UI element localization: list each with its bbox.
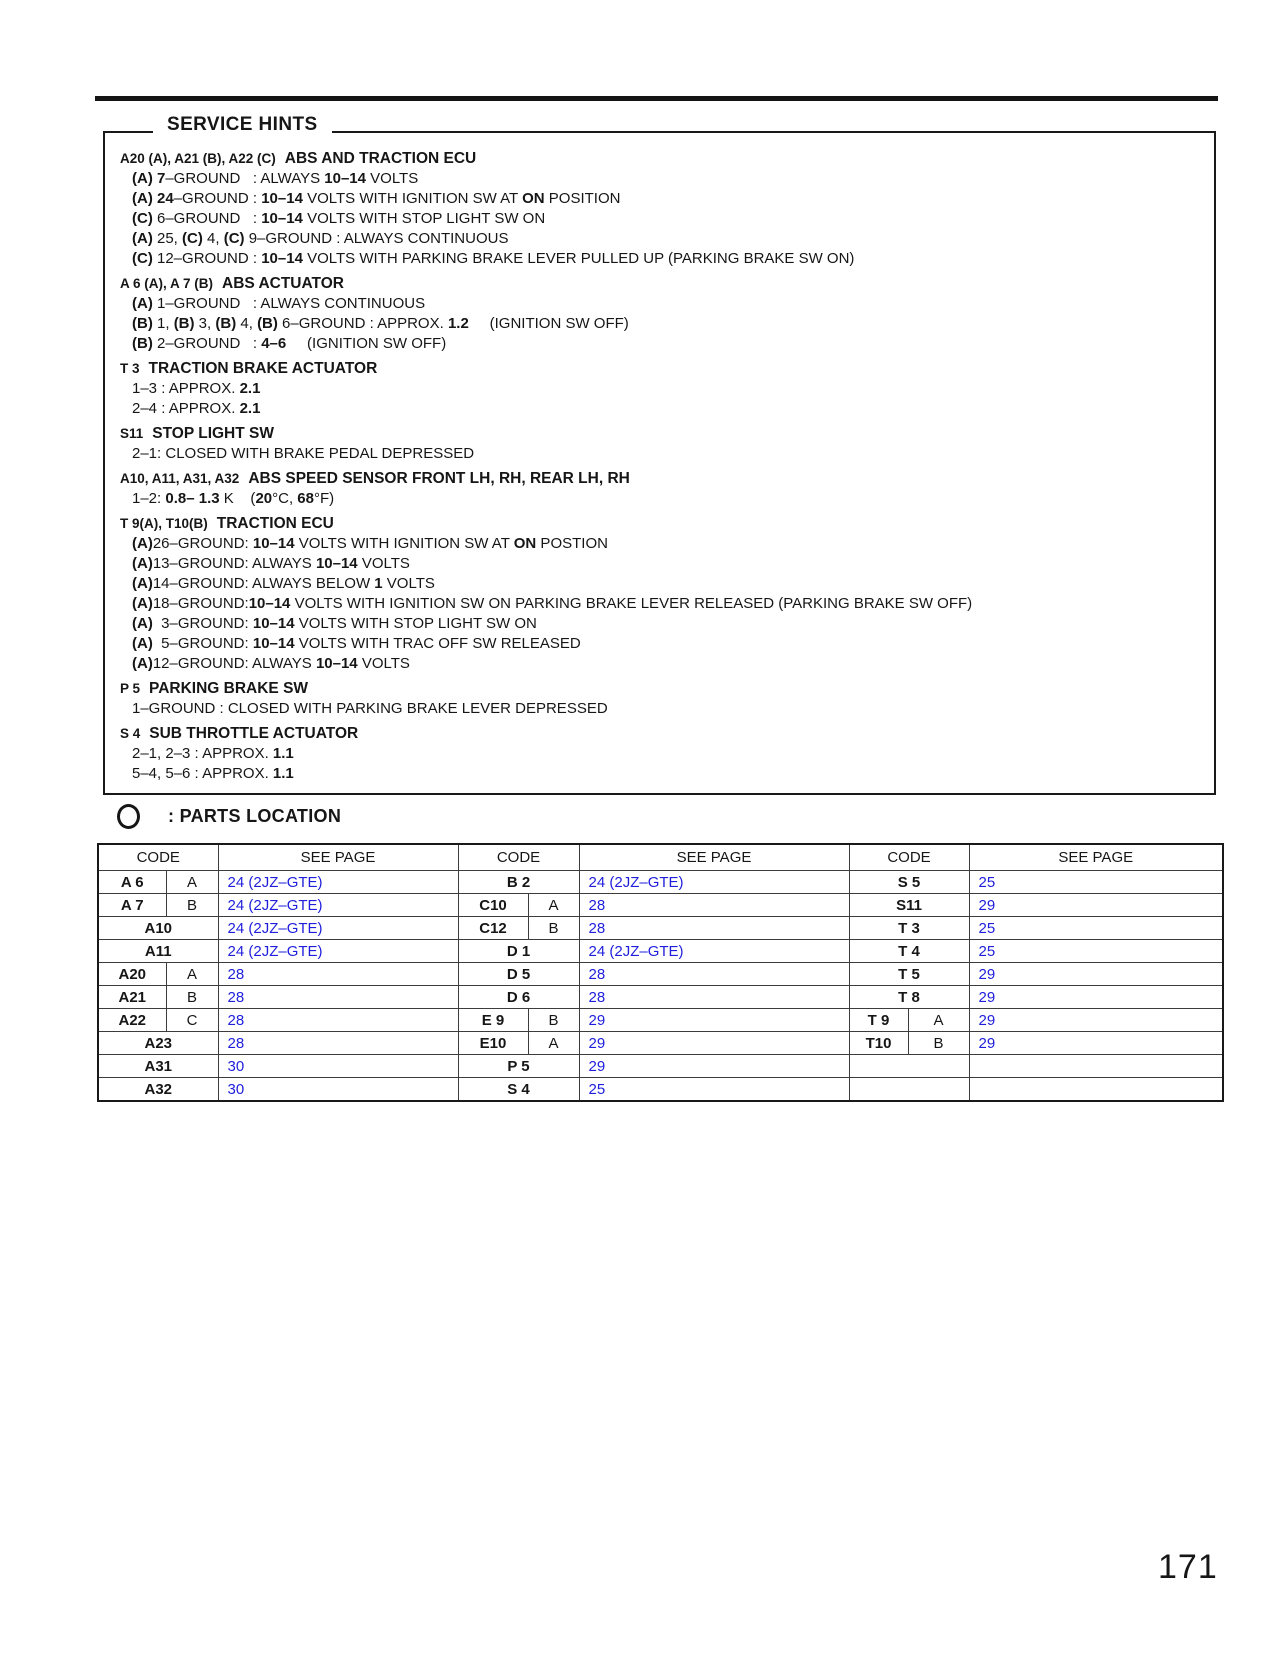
code-cell: A31: [98, 1055, 218, 1078]
hint-section-code: P 5: [120, 681, 141, 696]
table-row: [98, 963, 1223, 986]
parts-location-heading: [117, 804, 341, 829]
page-cell: 28: [218, 1032, 458, 1055]
code-cell: T 9: [849, 1009, 908, 1032]
hint-section-name: ABS AND TRACTION ECU: [284, 150, 477, 167]
hint-section: [120, 149, 1198, 269]
page-cell: [969, 1078, 1223, 1102]
page-cell: [969, 1055, 1223, 1078]
hint-section: [120, 514, 1198, 674]
hint-line: (A)13–GROUND: ALWAYS 10–14 VOLTS: [132, 555, 410, 572]
table-header-row: [98, 844, 1223, 871]
hint-section-code: S 4: [120, 726, 141, 741]
code-cell: A 6: [98, 871, 166, 894]
code-cell: A21: [98, 986, 166, 1009]
code-cell: [849, 1055, 969, 1078]
code-cell: A32: [98, 1078, 218, 1102]
hint-section: [120, 724, 1198, 784]
parts-table-body: [98, 871, 1223, 1102]
code-header: CODE: [98, 844, 218, 871]
hint-section-name: ABS ACTUATOR: [222, 275, 344, 292]
hint-line: (B) 1, (B) 3, (B) 4, (B) 6–GROUND : APPROX. 1.2 (IGNITION SW OFF): [132, 315, 629, 332]
code-header: CODE: [849, 844, 969, 871]
sub-cell: A: [166, 963, 218, 986]
code-cell: S 4: [458, 1078, 579, 1102]
service-hints-box: [103, 114, 1216, 795]
table-row: [98, 986, 1223, 1009]
table-row: [98, 917, 1223, 940]
see-page-header: SEE PAGE: [969, 844, 1223, 871]
sub-cell: A: [528, 1032, 579, 1055]
hint-section-header: [120, 149, 1198, 169]
hint-line: 1–GROUND : CLOSED WITH PARKING BRAKE LEVER DEPRESSED: [132, 700, 608, 717]
page-number: 171: [1158, 1548, 1218, 1586]
page-cell: 29: [969, 963, 1223, 986]
hint-line: 2–4 : APPROX. 2.1: [132, 400, 261, 417]
table-row: [98, 1032, 1223, 1055]
code-cell: T 5: [849, 963, 969, 986]
sub-cell: C: [166, 1009, 218, 1032]
service-hints-title: SERVICE HINTS: [153, 112, 332, 138]
sub-cell: A: [166, 871, 218, 894]
page-cell: 24 (2JZ–GTE): [218, 940, 458, 963]
table-row: [98, 1009, 1223, 1032]
hint-section-name: STOP LIGHT SW: [152, 425, 274, 442]
hint-section-code: A 6 (A), A 7 (B): [120, 276, 213, 291]
hint-line: (A) 25, (C) 4, (C) 9–GROUND : ALWAYS CONTINUOUS: [132, 230, 509, 247]
table-row: [98, 940, 1223, 963]
page-cell: 24 (2JZ–GTE): [218, 917, 458, 940]
hint-section-header: [120, 724, 1198, 744]
code-cell: S 5: [849, 871, 969, 894]
code-cell: C12: [458, 917, 528, 940]
sub-cell: B: [166, 986, 218, 1009]
page-cell: 28: [579, 894, 849, 917]
page-cell: 28: [218, 963, 458, 986]
hint-line: (A)18–GROUND:10–14 VOLTS WITH IGNITION SW ON PARKING BRAKE LEVER RELEASED (PARKING BRAKE SW OFF): [132, 595, 973, 612]
page-cell: 24 (2JZ–GTE): [579, 940, 849, 963]
page-cell: 28: [579, 963, 849, 986]
code-cell: A 7: [98, 894, 166, 917]
sub-cell: B: [908, 1032, 969, 1055]
page-cell: 28: [579, 986, 849, 1009]
hint-line: 5–4, 5–6 : APPROX. 1.1: [132, 765, 294, 782]
code-cell: [849, 1078, 969, 1102]
table-row: [98, 894, 1223, 917]
page-cell: 28: [218, 1009, 458, 1032]
hint-line: 1–3 : APPROX. 2.1: [132, 380, 261, 397]
hint-section: [120, 274, 1198, 354]
hint-line: (C) 12–GROUND : 10–14 VOLTS WITH PARKING BRAKE LEVER PULLED UP (PARKING BRAKE SW ON): [132, 250, 855, 267]
page-cell: 28: [579, 917, 849, 940]
page-cell: 25: [969, 917, 1223, 940]
service-hints-body: [105, 133, 1214, 784]
hint-line: (A) 1–GROUND : ALWAYS CONTINUOUS: [132, 295, 426, 312]
page-cell: 29: [969, 1032, 1223, 1055]
hint-section-name: PARKING BRAKE SW: [149, 680, 309, 697]
page-cell: 25: [579, 1078, 849, 1102]
code-cell: A11: [98, 940, 218, 963]
code-cell: E 9: [458, 1009, 528, 1032]
page-cell: 24 (2JZ–GTE): [218, 894, 458, 917]
hint-section-name: TRACTION ECU: [216, 515, 334, 532]
hint-section-header: [120, 679, 1198, 699]
hint-line: (A)26–GROUND: 10–14 VOLTS WITH IGNITION SW AT ON POSTION: [132, 535, 608, 552]
parts-location-label: : PARTS LOCATION: [168, 806, 342, 826]
sub-cell: A: [908, 1009, 969, 1032]
circle-icon: [117, 804, 140, 829]
see-page-header: SEE PAGE: [579, 844, 849, 871]
hint-section-header: [120, 274, 1198, 294]
code-cell: E10: [458, 1032, 528, 1055]
hint-section: [120, 424, 1198, 464]
hint-section-code: A20 (A), A21 (B), A22 (C): [120, 151, 276, 166]
hint-line: (A) 24–GROUND : 10–14 VOLTS WITH IGNITION SW AT ON POSITION: [132, 190, 621, 207]
table-row: [98, 1055, 1223, 1078]
hint-line: (A) 3–GROUND: 10–14 VOLTS WITH STOP LIGHT SW ON: [132, 615, 537, 632]
hint-section-header: [120, 359, 1198, 379]
page-cell: 30: [218, 1078, 458, 1102]
hint-line: (C) 6–GROUND : 10–14 VOLTS WITH STOP LIGHT SW ON: [132, 210, 546, 227]
page-cell: 25: [969, 940, 1223, 963]
code-cell: T 8: [849, 986, 969, 1009]
hint-line: (A)12–GROUND: ALWAYS 10–14 VOLTS: [132, 655, 410, 672]
code-cell: T10: [849, 1032, 908, 1055]
hint-section-header: [120, 424, 1198, 444]
hint-section-code: T 9(A), T10(B): [120, 516, 208, 531]
code-cell: S11: [849, 894, 969, 917]
page-cell: 29: [579, 1009, 849, 1032]
code-cell: D 6: [458, 986, 579, 1009]
hint-line: 2–1: CLOSED WITH BRAKE PEDAL DEPRESSED: [132, 445, 475, 462]
page-cell: 29: [969, 1009, 1223, 1032]
page-cell: 30: [218, 1055, 458, 1078]
page-cell: 24 (2JZ–GTE): [579, 871, 849, 894]
sub-cell: B: [528, 1009, 579, 1032]
code-cell: A10: [98, 917, 218, 940]
see-page-header: SEE PAGE: [218, 844, 458, 871]
page-cell: 29: [579, 1055, 849, 1078]
hint-line: (A) 5–GROUND: 10–14 VOLTS WITH TRAC OFF SW RELEASED: [132, 635, 581, 652]
hint-line: (A)14–GROUND: ALWAYS BELOW 1 VOLTS: [132, 575, 435, 592]
hint-section-code: T 3: [120, 361, 140, 376]
code-cell: A20: [98, 963, 166, 986]
hint-section-code: S11: [120, 426, 144, 441]
hint-section-name: SUB THROTTLE ACTUATOR: [149, 725, 359, 742]
code-cell: D 1: [458, 940, 579, 963]
hint-section: [120, 469, 1198, 509]
page-cell: 25: [969, 871, 1223, 894]
hint-section-code: A10, A11, A31, A32: [120, 471, 240, 486]
code-cell: D 5: [458, 963, 579, 986]
top-rule: [95, 96, 1218, 101]
hint-line: 1–2: 0.8– 1.3 K (20°C, 68°F): [132, 490, 335, 507]
hint-line: 2–1, 2–3 : APPROX. 1.1: [132, 745, 294, 762]
code-header: CODE: [458, 844, 579, 871]
page-cell: 29: [969, 894, 1223, 917]
parts-location-table: [97, 843, 1224, 1102]
page-cell: 24 (2JZ–GTE): [218, 871, 458, 894]
table-row: [98, 1078, 1223, 1102]
page-cell: 28: [218, 986, 458, 1009]
code-cell: T 4: [849, 940, 969, 963]
code-cell: C10: [458, 894, 528, 917]
hint-section-name: ABS SPEED SENSOR FRONT LH, RH, REAR LH, RH: [248, 470, 630, 487]
hint-section: [120, 679, 1198, 719]
hint-line: (A) 7–GROUND : ALWAYS 10–14 VOLTS: [132, 170, 419, 187]
sub-cell: B: [528, 917, 579, 940]
page-cell: 29: [969, 986, 1223, 1009]
sub-cell: A: [528, 894, 579, 917]
code-cell: T 3: [849, 917, 969, 940]
code-cell: P 5: [458, 1055, 579, 1078]
hint-section-header: [120, 514, 1198, 534]
code-cell: B 2: [458, 871, 579, 894]
page-cell: 29: [579, 1032, 849, 1055]
sub-cell: B: [166, 894, 218, 917]
hint-section: [120, 359, 1198, 419]
hint-section-header: [120, 469, 1198, 489]
hint-section-name: TRACTION BRAKE ACTUATOR: [148, 360, 378, 377]
code-cell: A22: [98, 1009, 166, 1032]
code-cell: A23: [98, 1032, 218, 1055]
table-row: [98, 871, 1223, 894]
hint-line: (B) 2–GROUND : 4–6 (IGNITION SW OFF): [132, 335, 447, 352]
